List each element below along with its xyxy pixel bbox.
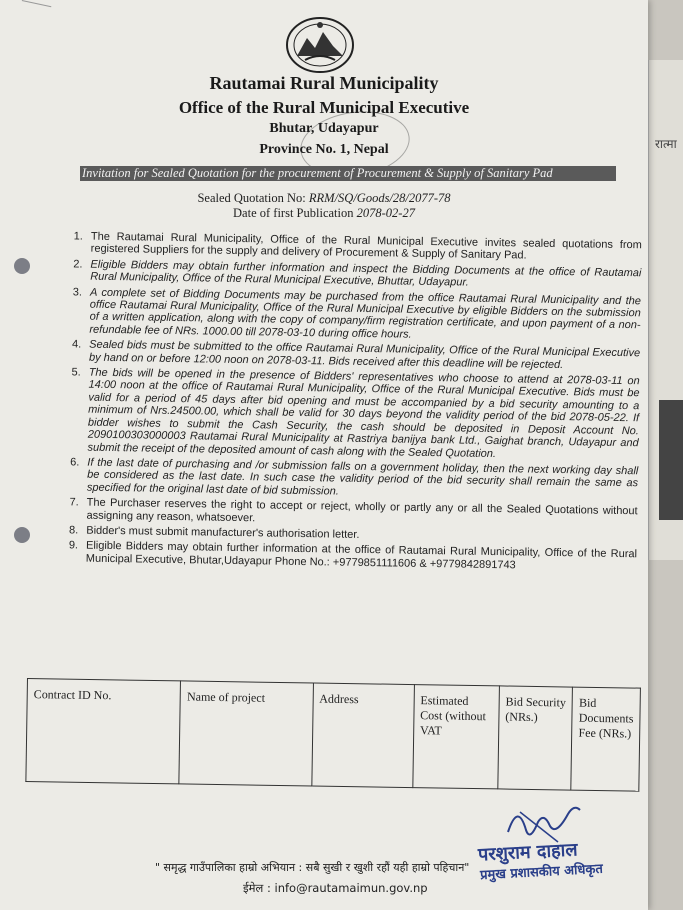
list-item: 6. If the last date of purchasing and /or submission falls on a government holiday, then the next working day shall be considered as the last date. In such case the validity period of the bid security shall remain the same as specified for the original last date of bid submission.: [70, 456, 639, 498]
list-item: 3. A complete set of Bidding Documents may be purchased from the office Rautamai Rural Municipality and the office Rautamai Rural Municipality, Office of the Rural Municipal Executive by eligible Bidders on the submission of a written application, along with the copy of company/firm registration certificate, and upon payment of a non-refundable fee of NRs. 1000.00 till 2078-03-10 during office hours.: [72, 285, 642, 341]
signatory-name: परशुराम दाहाल: [477, 839, 579, 866]
adjacent-page-text: रात्मा: [655, 137, 677, 151]
punch-hole: [14, 258, 30, 274]
list-item: 1. The Rautamai Rural Municipality, Office of the Rural Municipal Executive invites sealed quotations from registered Suppliers for the supply and delivery of Procurement & Supply of Sanitary Pad.: [73, 230, 642, 262]
office-name: Office of the Rural Municipal Executive: [178, 98, 470, 117]
list-item: 5. The bids will be opened in the presence of Bidders' representatives who choose to attend at 2078-03-11 on 14:00 noon at the office of Rautamai Rural Municipality, Office of the Rural Municipal Executive. Bids must be valid for a period of 45 days after bid opening and must be accompanied by a bid security amounting to a minimum of Nrs.24500.00, which shall be valid for 30 days beyond the validity period of the bid 2078-05-22. If bidder wishes to submit the Cash Security, the cash should be deposited in Deposit Account No. 2090100303000003 Rautamai Rural Municipality at Rastriya banijya bank Ltd., Gaighat branch, Udayapur and submit the receipt of the deposited amount of cash along with the Sealed Quotation.: [71, 366, 640, 460]
government-emblem-icon: [285, 16, 355, 74]
municipality-name: Rautamai Rural Municipality: [209, 73, 439, 93]
list-item: 9. Eligible Bidders may obtain further information at the office of Rautamai Rural Municipality, Office of the Rural Municipal Executive, Bhutar,Udayapur Phone No.: +9779851111606 & +9779842891743: [68, 539, 638, 572]
list-item: 8. Bidder's must submit manufacturer's authorisation letter.: [69, 524, 360, 541]
list-item: 4. Sealed bids must be submitted to the office Rautamai Rural Municipality, Office of the Rural Municipal Executive by hand on or before 12:00 noon on 2078-03-11. Bids received after this deadline will be rejected.: [71, 338, 641, 371]
footer-motto: " समृद्ध गाउँपालिका हाम्रो अभियान : सबै सुखी र खुशी रहौं यही हाम्रो पहिचान": [155, 861, 470, 874]
table-header: Estimated Cost (without VAT: [413, 685, 500, 789]
footer-email: ईमेल : info@rautamaimun.gov.np: [243, 881, 428, 895]
publication-date: Date of first Publication 2078-02-27: [233, 206, 415, 220]
list-item: 7. The Purchaser reserves the right to accept or reject, wholly or partly any or all the Sealed Quotations without assigning any reason, whatsoever.: [69, 496, 638, 524]
province: Province No. 1, Nepal: [259, 142, 389, 157]
notice-items: [45, 230, 642, 576]
table-header: Name of project: [179, 681, 313, 786]
table-header-row: [26, 679, 641, 792]
quotation-number: Sealed Quotation No: RRM/SQ/Goods/28/2077-78: [197, 191, 451, 205]
table-header: Bid Documents Fee (NRs.): [571, 687, 640, 791]
contract-table: [25, 678, 641, 792]
table-header: Contract ID No.: [26, 679, 181, 784]
punch-hole: [14, 527, 30, 543]
list-item: 2. Eligible Bidders may obtain further information and inspect the Bidding Documents at the office of Rautamai Rural Municipality, Office of the Rural Municipal Executive, Bhuttar, Udayapur.: [73, 258, 642, 289]
invitation-banner: Invitation for Sealed Quotation for the procurement of Procurement & Supply of Sanitary Pad: [80, 166, 616, 181]
table-header: Bid Security (NRs.): [498, 686, 573, 790]
table-header: Address: [311, 683, 414, 788]
adjacent-page: [648, 60, 683, 560]
office-address: Bhutar, Udayapur: [269, 121, 379, 136]
signatory-title: प्रमुख प्रशासकीय अधिकृत: [479, 861, 604, 884]
